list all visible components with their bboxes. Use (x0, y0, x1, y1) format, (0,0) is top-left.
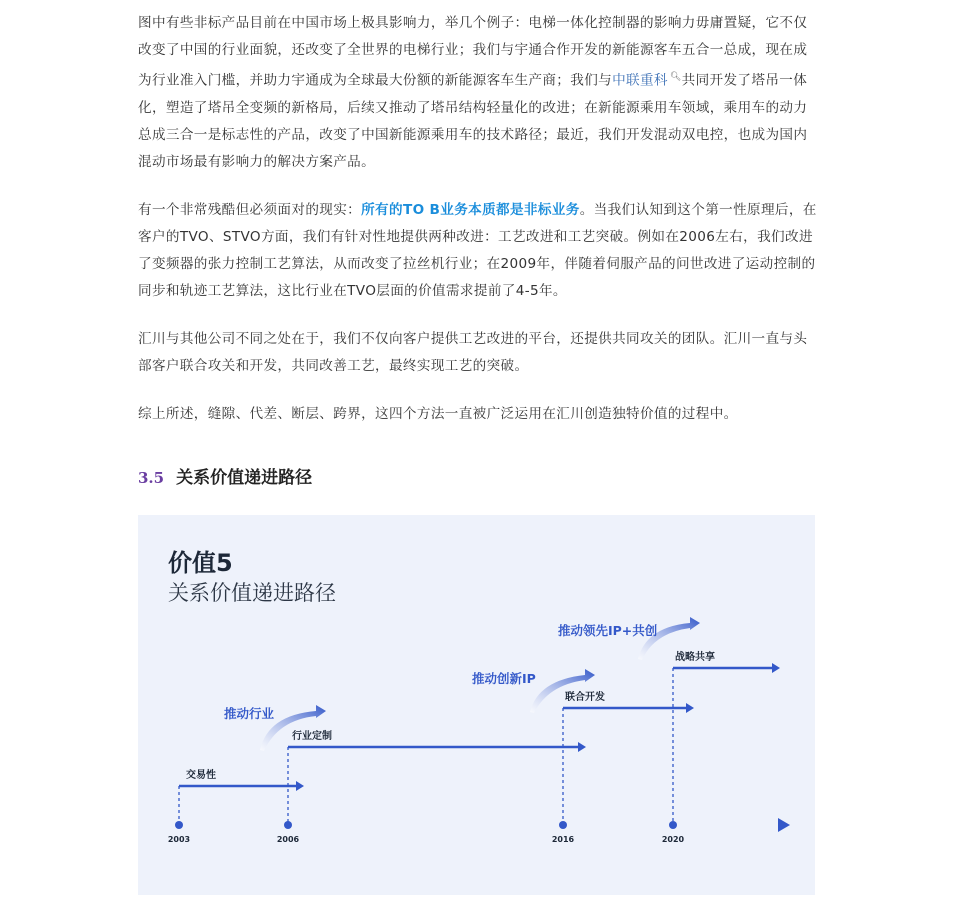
step-label: 联合开发 (565, 692, 605, 703)
year-label: 2006 (276, 835, 300, 844)
figure-title: 价值5 (168, 549, 233, 577)
step-label: 交易性 (186, 770, 216, 781)
year-label: 2020 (661, 835, 685, 844)
article-body (138, 10, 818, 449)
paragraph-4: 综上所述，缝隙、代差、断层、跨界，这四个方法一直被广泛运用在汇川创造独特价值的过程中。 (138, 405, 738, 422)
push-label: 推动领先IP+共创 (558, 623, 658, 638)
timeline-diagram (138, 515, 815, 895)
link-zoomlion[interactable]: 中联重科 (612, 72, 668, 89)
paragraph-3: 汇川与其他公司不同之处在于，我们不仅向客户提供工艺改进的平台，还提供共同攻关的团队。汇川一直与头部客户联合攻关和开发，共同改善工艺，最终实现工艺的突破。 (138, 330, 808, 374)
section-heading (138, 463, 312, 488)
section-title: 关系价值递进路径 (176, 468, 313, 488)
value-path-figure (138, 515, 815, 895)
step-label: 战略共享 (675, 652, 715, 663)
step-label: 行业定制 (292, 731, 332, 742)
highlight-text: 所有的TO B业务本质都是非标业务 (361, 201, 580, 218)
paragraph-1: 图中有些非标产品目前在中国市场上极具影响力，举几个例子：电梯一体化控制器的影响力毋庸置疑，它不仅改变了中国的行业面貌，还改变了全世界的电梯行业；我们与宇通合作开发的新能源客车五合一总成，现在成为行业准入门槛，并助力宇通成为全球最大份额的新能源客车生产商；我们与中联重科 🔍︎共同开发了塔吊一体化，塑造了塔吊全变频的新格局，后续又推动了塔吊结构轻量化的改进；在新能源乘用车领域，乘用车的动力总成三合一是标志性的产品，改变了中国新能源乘用车的技术路径；最近，我们开发混动双电控，也成为国内混动市场最有影响力的解决方案产品。 (138, 15, 808, 170)
search-icon[interactable]: 🔍︎ (669, 72, 682, 82)
push-label: 推动创新IP (472, 671, 536, 686)
time-axis (138, 818, 790, 832)
push-label: 推动行业 (224, 706, 275, 721)
year-label: 2003 (167, 835, 191, 844)
figure-subtitle: 关系价值递进路径 (168, 581, 336, 605)
year-label: 2016 (551, 835, 575, 844)
section-number: 3.5 (138, 469, 165, 487)
paragraph-2: 有一个非常残酷但必须面对的现实：所有的TO B业务本质都是非标业务。当我们认知到这个第一性原理后，在客户的TVO、STVO方面，我们有针对性地提供两种改进：工艺改进和工艺突破。例如在2006左右，我们改进了变频器的张力控制工艺算法，从而改变了拉丝机行业；在2009年，伴随着伺服产品的问世改进了运动控制的同步和轨迹工艺算法，这比行业在TVO层面的价值需求提前了4-5年。 (138, 201, 817, 299)
